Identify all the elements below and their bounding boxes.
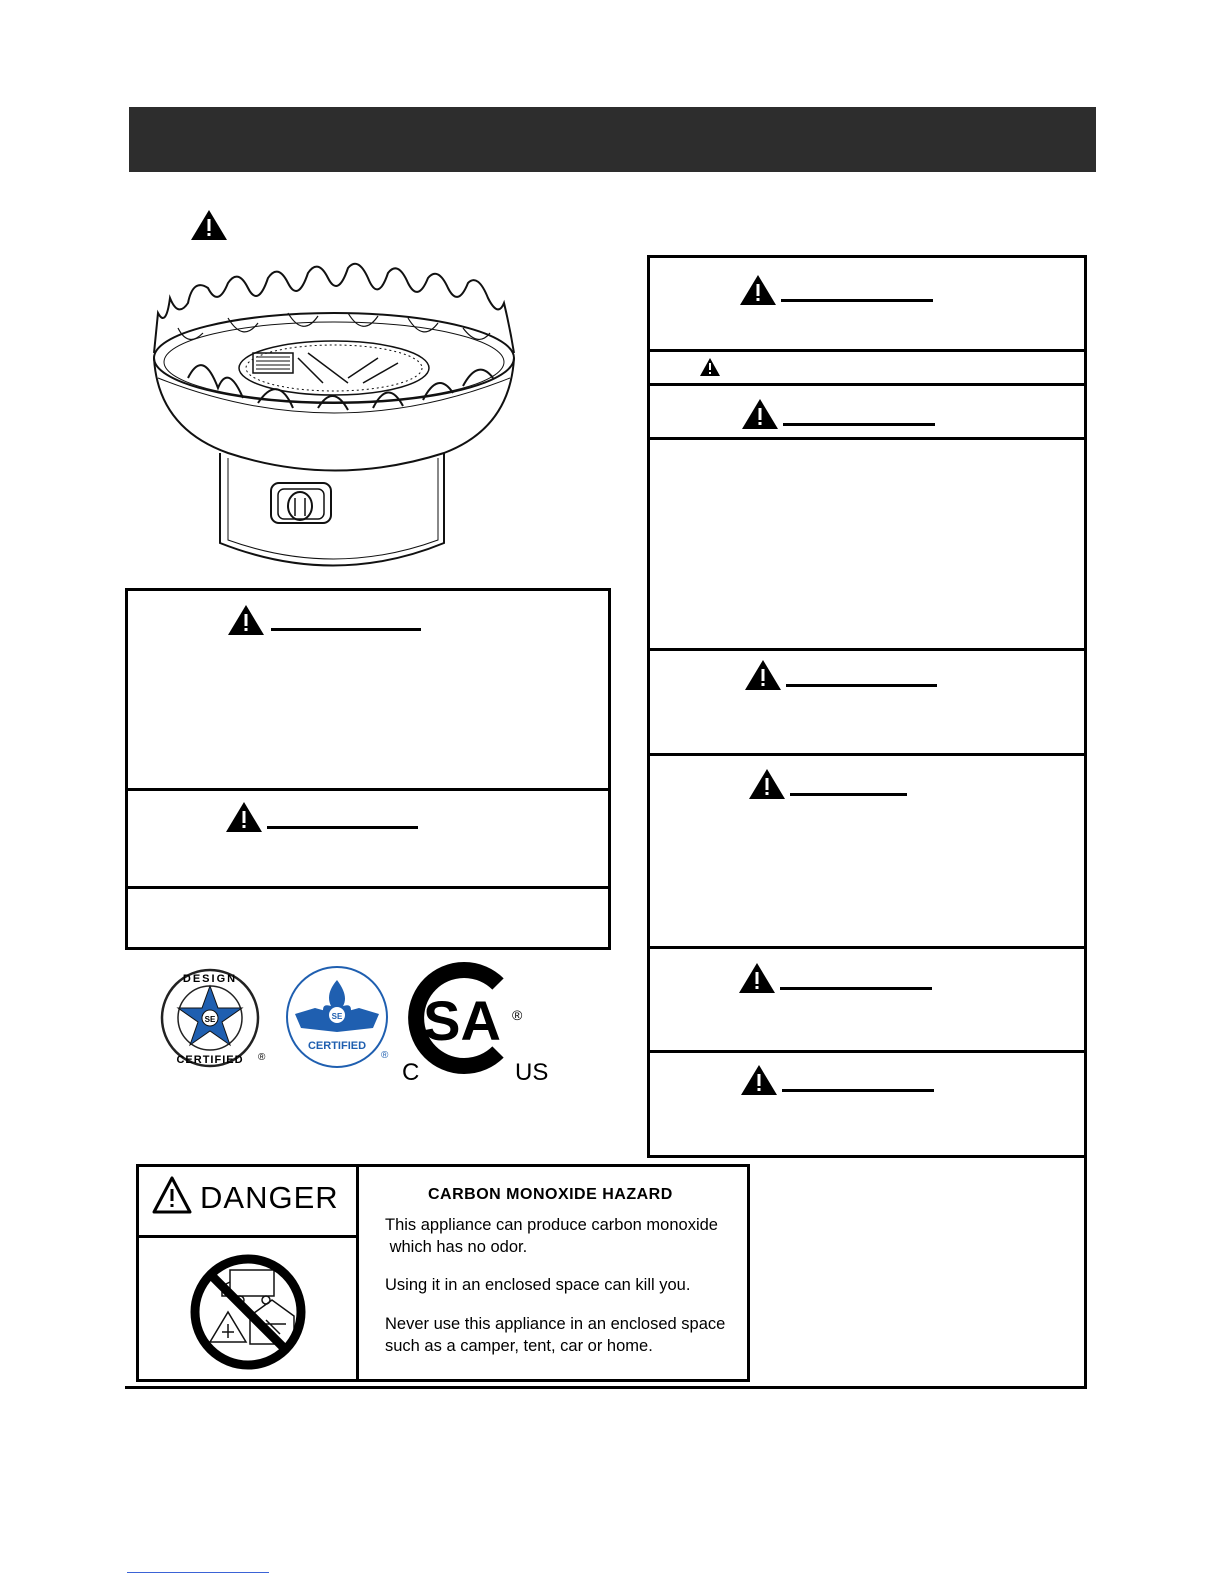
- divider: [647, 437, 1087, 440]
- divider: [647, 946, 1087, 949]
- registered-mark: ®: [258, 1052, 266, 1063]
- registered-mark: ®: [512, 1007, 523, 1023]
- warning-heading-underline: [790, 793, 907, 796]
- right-warning-box: [647, 255, 1087, 1158]
- warning-triangle-icon: [699, 357, 721, 377]
- design-certified-logo: [158, 968, 266, 1072]
- danger-heading: DANGER: [200, 1180, 339, 1215]
- no-enclosed-space-icon: [190, 1254, 306, 1370]
- csa-right-text: US: [515, 1059, 549, 1084]
- warning-heading-underline: [782, 1089, 934, 1092]
- warning-heading-underline: [781, 299, 933, 302]
- divider: [647, 648, 1087, 651]
- csa-letters: SA: [423, 989, 501, 1052]
- divider: [647, 383, 1087, 386]
- warning-triangle-icon: [190, 209, 228, 241]
- hazard-text-line: This appliance can produce carbon monoxide: [385, 1216, 718, 1234]
- design-center-text: SE: [204, 1015, 216, 1024]
- hazard-text-line: Using it in an enclosed space can kill you.: [385, 1276, 691, 1294]
- hazard-text-line: such as a camper, tent, car or home.: [385, 1337, 653, 1355]
- certified-center-text: SE: [331, 1012, 343, 1021]
- link-underline[interactable]: [127, 1572, 269, 1573]
- danger-label-divider: [356, 1164, 359, 1382]
- warning-triangle-icon: [740, 1064, 778, 1096]
- warning-heading-underline: [786, 684, 937, 687]
- warning-triangle-icon: [225, 801, 263, 833]
- fire-bowl-illustration: [148, 258, 520, 576]
- hazard-title: CARBON MONOXIDE HAZARD: [428, 1186, 673, 1203]
- warning-triangle-icon: [738, 962, 776, 994]
- danger-triangle-icon: [151, 1175, 193, 1215]
- design-bottom-text: CERTIFIED: [176, 1054, 244, 1066]
- warning-triangle-icon: [748, 768, 786, 800]
- divider: [647, 753, 1087, 756]
- divider: [647, 349, 1087, 352]
- hazard-text-line: Never use this appliance in an enclosed space: [385, 1315, 726, 1333]
- divider: [125, 788, 611, 791]
- csa-logo: [400, 958, 560, 1084]
- certified-logo: [285, 966, 393, 1070]
- warning-heading-underline: [271, 628, 421, 631]
- hazard-text-line: which has no odor.: [385, 1238, 528, 1256]
- warning-triangle-icon: [744, 659, 782, 691]
- divider: [125, 886, 611, 889]
- divider: [647, 1050, 1087, 1053]
- header-bar: [129, 107, 1096, 172]
- warning-triangle-icon: [741, 398, 779, 430]
- certified-label-text: CERTIFIED: [307, 1040, 367, 1052]
- csa-left-text: C: [402, 1059, 420, 1084]
- registered-mark: ®: [381, 1050, 389, 1061]
- design-top-text: DESIGN: [182, 973, 238, 985]
- danger-label-divider: [136, 1235, 358, 1238]
- warning-triangle-icon: [739, 274, 777, 306]
- bottom-rule: [125, 1386, 1087, 1389]
- warning-heading-underline: [267, 826, 418, 829]
- left-warning-box: [125, 588, 611, 950]
- warning-heading-underline: [783, 423, 935, 426]
- right-border-line: [1084, 1156, 1087, 1389]
- warning-heading-underline: [780, 987, 932, 990]
- warning-triangle-icon: [227, 604, 265, 636]
